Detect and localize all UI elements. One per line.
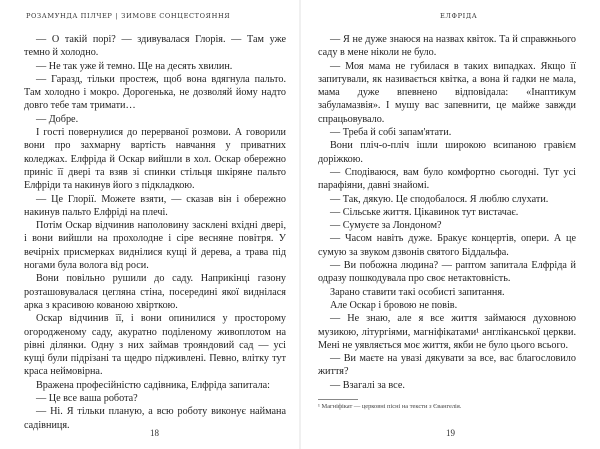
right-page [300, 0, 600, 449]
paragraph: — Добре. [36, 113, 79, 125]
paragraph: — Сільське життя. Цікавинок тут вистачає. [330, 206, 519, 218]
footnote-rule [318, 399, 358, 400]
right-page-number: 19 [446, 428, 455, 438]
left-running-header [26, 12, 230, 20]
paragraph: — Ні. Я тільки планую, а всю роботу виконує наймана садівниця. [24, 406, 286, 431]
paragraph: — Так, дякую. Це сподобалося. Я люблю слухати. [330, 193, 549, 205]
right-running-header: ЕЛФРІДА [440, 12, 478, 20]
right-body-text [318, 33, 576, 392]
header-separator: | [115, 12, 119, 20]
paragraph: Але Оскар і бровою не повів. [330, 299, 458, 311]
footnote [318, 399, 576, 410]
paragraph: Вони пліч-о-пліч ішли широкою всипаною гравієм доріжкою. [318, 140, 576, 165]
paragraph: — Гаразд, тільки простеж, щоб вона вдягнула пальто. Там холодно і мокро. Дорогенька, не дозволяй йому надто довго тебе там тримати… [24, 73, 286, 112]
paragraph: — Сподіваюся, вам було комфортно сьогодні. Тут усі парафіяни, давні знайомі. [318, 166, 576, 192]
paragraph: — Це все ваша робота? [36, 393, 138, 405]
paragraph: Потім Оскар відчинив наполовину засклені вхідні двері, і вони вийшли на прохолодне і сіре весняне повітря. У вечірніх присмерках виднілися кущі й дерева, а трава під ногами була волога від роси. [24, 220, 286, 272]
paragraph: — Взагалі за все. [330, 379, 405, 391]
paragraph: — Не так уже й темно. Ще на десять хвилин. [36, 60, 233, 72]
paragraph: — Ви маєте на увазі дякувати за все, вас благословило життя? [318, 353, 576, 378]
paragraph: Зарано ставити такі особисті запитання. [330, 286, 505, 298]
paragraph: — О такій порі? — здивувалася Глорія. — Там уже темно й холодно. [24, 34, 286, 59]
left-page-number: 18 [150, 428, 159, 438]
paragraph: — Часом навіть дуже. Бракує концертів, опери. А це сумую за звуком дзвонів святого Біддальфа. [318, 233, 576, 258]
header-book-title: ЗИМОВЕ СОНЦЕСТОЯННЯ [121, 12, 231, 20]
paragraph: Вражена професійністю садівника, Елфріда запитала: [36, 379, 270, 391]
paragraph: — Це Глорії. Можете взяти, — сказав він і обережно накинув пальто Елфріді на плечі. [24, 193, 286, 218]
paragraph: — Не знаю, але я все життя займаюся духовною музикою, літургіями, магніфікатами¹ англіканської церкви. Мені не уявляється моє життя, якби не було цього всього. [318, 313, 576, 351]
header-author: РОЗАМУНДА ПІЛЧЕР [26, 12, 113, 20]
left-body-text [24, 33, 286, 432]
paragraph: І гості повернулися до перерваної розмови. А говорили вони про захмарну вартість навчання у приватних коледжах. Елфріда й Оскар вийшли в хол. Оскар обережно приніс її дверi та взяв зі спинки стільця шкіряне пальто Елфріди та накинув його з підкладкою. [24, 127, 286, 192]
paragraph: Вони повільно рушили до саду. Наприкінці газону розташовувалася цегляна стіна, посередині якої виднілася арка з красивою кованою хвірткою. [24, 273, 286, 311]
footnote-text: ¹ Магніфікат — церковні пісні на тексти з Євангелія. [318, 402, 462, 410]
paragraph: Оскар відчинив її, і вони опинилися у просторому огородженому саду, акуратно поділеному живоплотом на рівні ділянки. Одну з них займав трояндовий сад — усі кущі були підрізані та щедро підживлені. Певно, влітку тут краса неймовірна. [24, 313, 286, 378]
paragraph: — Я не дуже знаюся на назвах квіток. Та й справжнього саду в мене ніколи не було. [318, 34, 576, 59]
paragraph: — Сумуєте за Лондоном? [330, 220, 442, 232]
paragraph: — Ви побожна людина? — раптом запитала Елфріда й одразу пошкодувала про своє нетактовність. [318, 260, 576, 285]
paragraph: — Треба й собі запам'ятати. [330, 127, 452, 139]
paragraph: — Моя мама не губилася в таких випадках. Якщо її запитували, як називається квітка, а вона й гадки не мала, мама дуже впевнено відповідала: «Інаптикум забуламазвія». І мушу вас запевнити, це майже завжди спрацьовувало. [318, 60, 576, 125]
